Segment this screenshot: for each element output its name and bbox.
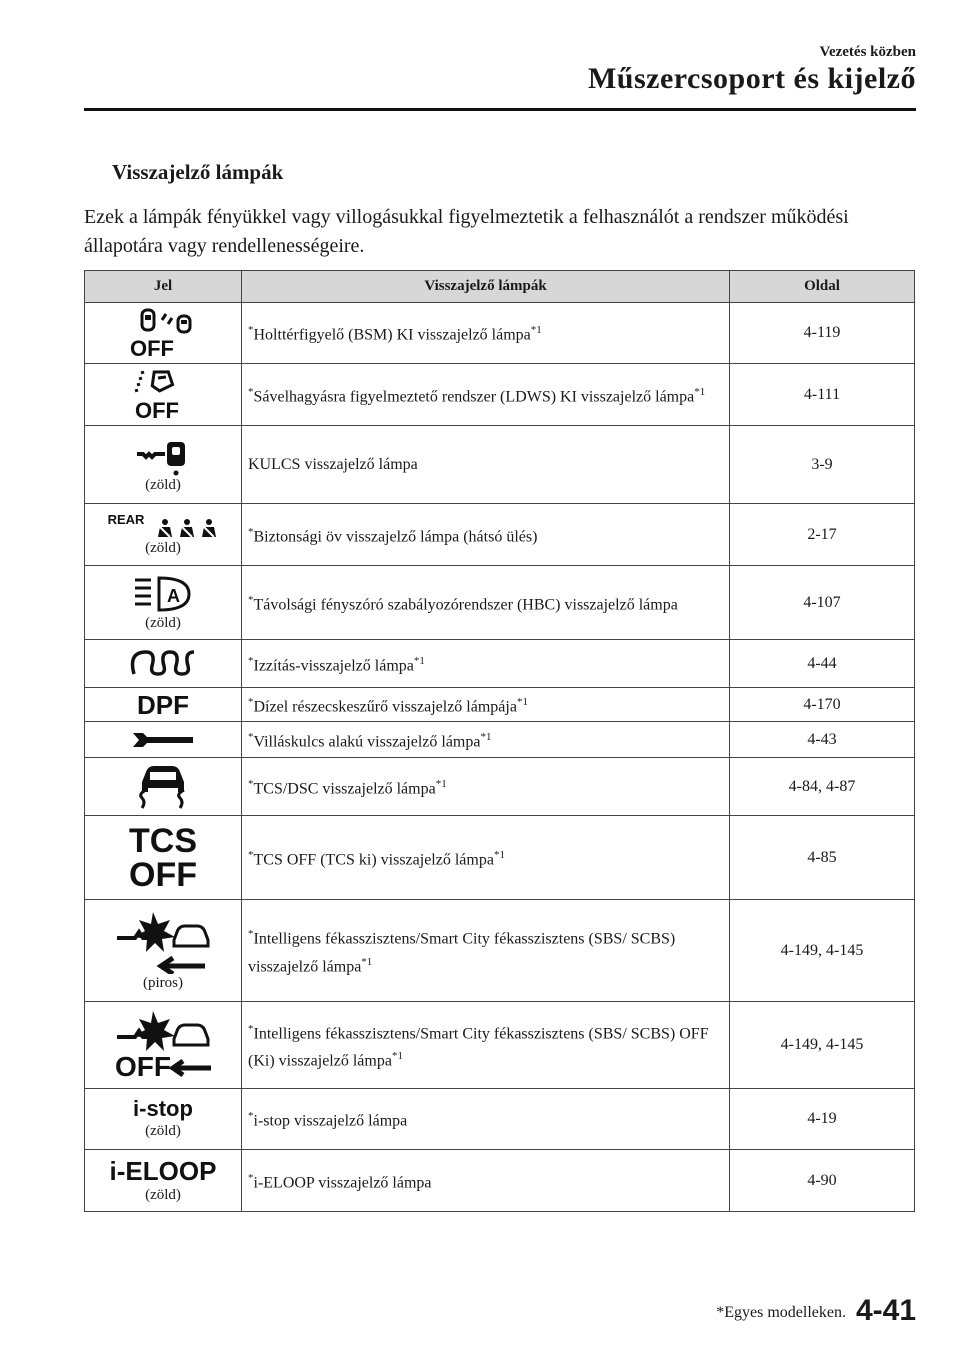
lamp-color-note: (zöld) (145, 1123, 181, 1139)
description-cell (242, 364, 730, 426)
footnote-mark: *1 (391, 1050, 403, 1062)
footnote-mark: *1 (493, 848, 505, 861)
table-row (85, 688, 915, 722)
lamp-description: i-stop visszajelző lámpa (253, 1112, 408, 1130)
lamp-description: Távolsági fényszóró szabályozórendszer (HBC) visszajelző lámpa (253, 596, 678, 614)
lamp-description: TCS OFF (TCS ki) visszajelző lámpa (253, 851, 494, 869)
table-row (85, 1002, 915, 1089)
description-cell (242, 900, 730, 1002)
table-row (85, 816, 915, 900)
wrench-icon (131, 730, 195, 750)
key-icon (133, 436, 193, 476)
star-mark: * (248, 324, 254, 337)
col-header-lamp: Visszajelző lámpák (242, 271, 730, 303)
table-row (85, 640, 915, 688)
table-row (85, 1089, 915, 1150)
arrow-left-icon (169, 1059, 213, 1077)
footnote-mark: *1 (530, 324, 542, 337)
star-mark: * (248, 593, 254, 606)
sbs-icon (113, 910, 213, 974)
symbol-cell (85, 816, 242, 900)
lamp-description: Villáskulcs alakú visszajelző lámpa (253, 733, 481, 751)
description-cell (242, 303, 730, 364)
table-row (85, 426, 915, 504)
lamp-description: Sávelhagyásra figyelmeztető rendszer (LDWS) KI visszajelző lámpa (253, 388, 695, 406)
star-mark: * (248, 654, 254, 667)
page-cell: 4-119 (730, 303, 915, 364)
table-row (85, 1150, 915, 1212)
symbol-cell (85, 1150, 242, 1212)
page-cell: 4-111 (730, 364, 915, 426)
seatbelt-icon (156, 519, 174, 539)
description-cell (242, 688, 730, 722)
off-label: OFF (115, 1051, 171, 1082)
page-cell: 4-19 (730, 1089, 915, 1150)
collision-icon (113, 1009, 213, 1055)
footnote-mark: *1 (516, 695, 528, 708)
star-mark: * (248, 695, 254, 708)
lamp-description: Dízel részecskeszűrő visszajelző lámpája (253, 698, 517, 716)
symbol-cell (85, 900, 242, 1002)
page-cell: 4-149, 4-145 (730, 900, 915, 1002)
page-cell: 2-17 (730, 504, 915, 566)
star-mark: * (248, 1171, 254, 1184)
page-cell: 4-170 (730, 688, 915, 722)
lamp-description: Izzítás-visszajelző lámpa (253, 657, 414, 675)
tcs-off-icon (85, 821, 241, 894)
indicator-table (84, 270, 915, 1212)
table-row (85, 364, 915, 426)
symbol-cell (85, 364, 242, 426)
description-cell (242, 426, 730, 504)
lamp-description: Biztonsági öv visszajelző lámpa (hátsó ülés) (253, 528, 538, 546)
description-cell (242, 1150, 730, 1212)
symbol-cell (85, 303, 242, 364)
section-heading: Visszajelző lámpák (112, 160, 284, 184)
symbol-cell (85, 426, 242, 504)
hbc-icon (131, 574, 195, 614)
footnote-mark: *1 (694, 385, 706, 398)
symbol-cell (85, 758, 242, 816)
header-rule (84, 108, 916, 111)
page-cell: 4-85 (730, 816, 915, 900)
star-mark: * (248, 777, 254, 790)
lamp-color-note: (zöld) (145, 539, 181, 556)
lamp-description: Intelligens fékasszisztens/Smart City fékasszisztens (SBS/ SCBS) OFF (Ki) visszajelző lámpa (248, 1025, 709, 1070)
i-eloop-icon: i-ELOOP (109, 1155, 217, 1186)
lamp-description: Holttérfigyelő (BSM) KI visszajelző lámpa (253, 326, 531, 344)
sbs-off-icon (113, 1009, 213, 1081)
description-cell (242, 1002, 730, 1089)
table-header-row (85, 271, 915, 303)
off-label: OFF (129, 855, 197, 894)
svg-text:A: A (167, 585, 180, 606)
table-row (85, 504, 915, 566)
lamp-description: KULCS visszajelző lámpa (248, 455, 418, 473)
symbol-cell (85, 1089, 242, 1150)
lamp-description: TCS/DSC visszajelző lámpa (253, 780, 436, 798)
seatbelt-icon (200, 519, 218, 539)
page-cell: 3-9 (730, 426, 915, 504)
symbol-cell (85, 688, 242, 722)
page-cell: 4-44 (730, 640, 915, 688)
svg-text:OFF: OFF (130, 336, 174, 358)
rear-seatbelt-icon (85, 513, 241, 539)
star-mark: * (248, 730, 254, 743)
footnote-mark: *1 (435, 777, 447, 790)
lamp-color-note: (zöld) (145, 614, 181, 631)
tcs-dsc-icon (136, 764, 190, 810)
description-cell (242, 566, 730, 640)
svg-text:OFF: OFF (135, 397, 179, 421)
symbol-cell (85, 1002, 242, 1089)
star-mark: * (248, 1110, 254, 1123)
description-cell (242, 758, 730, 816)
dpf-icon: DPF (137, 689, 189, 720)
page-cell: 4-90 (730, 1150, 915, 1212)
footnote: *Egyes modelleken. (716, 1304, 846, 1321)
symbol-cell (85, 566, 242, 640)
page-number: 4-41 (855, 1294, 916, 1327)
description-cell (242, 1089, 730, 1150)
footnote-mark: *1 (413, 654, 425, 667)
lamp-color-note: (zöld) (145, 476, 181, 493)
star-mark: * (248, 1022, 254, 1035)
table-row (85, 758, 915, 816)
lamp-color-note: (piros) (143, 974, 183, 991)
page-title: Műszercsoport és kijelző (587, 62, 916, 95)
rear-label: REAR (107, 511, 145, 527)
description-cell (242, 504, 730, 566)
seatbelt-icon (178, 519, 196, 539)
ldws-off-icon (131, 369, 195, 421)
star-mark: * (248, 928, 254, 941)
col-header-page: Oldal (730, 271, 915, 303)
star-mark: * (248, 848, 254, 861)
table-row (85, 900, 915, 1002)
page-cell: 4-43 (730, 722, 915, 758)
intro-text: Ezek a lámpák fényükkel vagy villogásukkal figyelmeztetik a felhasználót a rendszer működési állapotára vagy rendellenességeire. (84, 206, 849, 257)
header-section: Vezetés közben (819, 44, 916, 60)
symbol-cell (85, 640, 242, 688)
description-cell (242, 722, 730, 758)
star-mark: * (248, 385, 254, 398)
page-cell: 4-149, 4-145 (730, 1002, 915, 1089)
page-cell: 4-84, 4-87 (730, 758, 915, 816)
description-cell (242, 640, 730, 688)
description-cell (242, 816, 730, 900)
table-row (85, 303, 915, 364)
symbol-cell (85, 504, 242, 566)
glow-plug-icon (128, 648, 198, 680)
tcs-label: TCS (129, 821, 197, 860)
symbol-cell (85, 722, 242, 758)
lamp-color-note: (zöld) (145, 1186, 181, 1203)
i-stop-icon: i-stop (133, 1096, 193, 1121)
bsm-off-icon (126, 308, 200, 358)
page-cell: 4-107 (730, 566, 915, 640)
footnote-mark: *1 (361, 955, 373, 968)
table-row (85, 566, 915, 640)
star-mark: * (248, 525, 254, 538)
col-header-symbol: Jel (85, 271, 242, 303)
table-row (85, 722, 915, 758)
lamp-description: Intelligens fékasszisztens/Smart City fékasszisztens (SBS/ SCBS) visszajelző lámpa (248, 930, 676, 975)
lamp-description: i-ELOOP visszajelző lámpa (253, 1174, 432, 1192)
footnote-mark: *1 (480, 730, 492, 743)
